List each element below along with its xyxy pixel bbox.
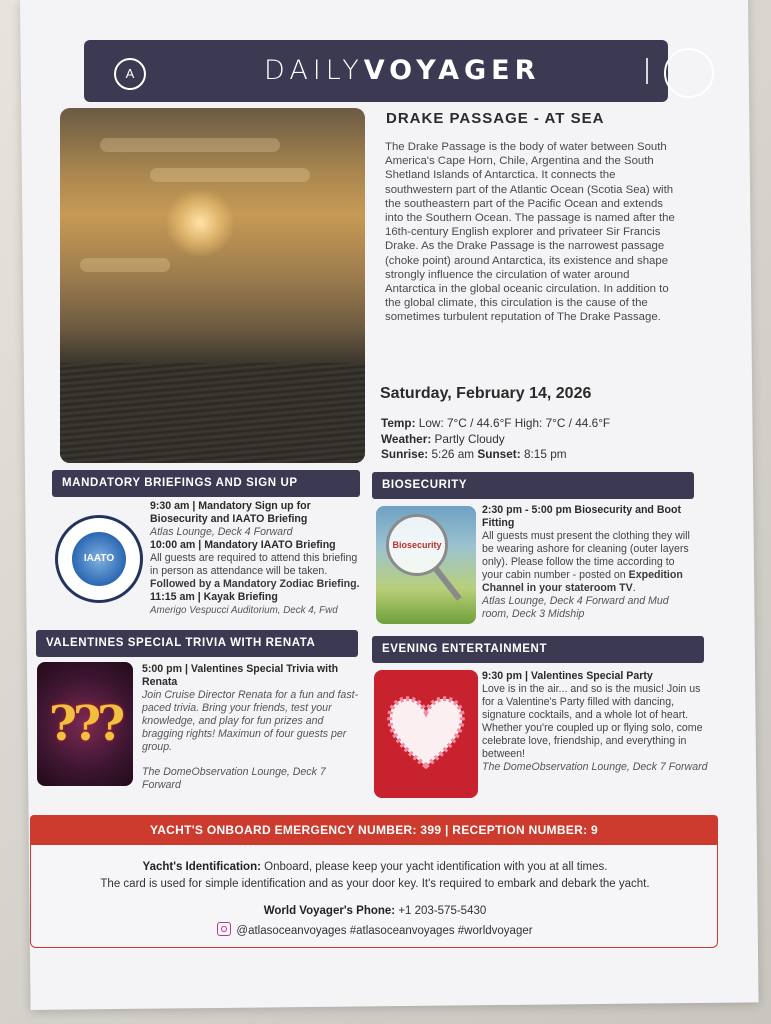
heart-icon <box>374 670 478 798</box>
page-headline: DRAKE PASSAGE - AT SEA <box>386 110 605 127</box>
iaato-logo-icon: IAATO <box>55 515 143 603</box>
date-heading: Saturday, February 14, 2026 <box>380 385 592 402</box>
briefings-events: 9:30 am | Mandatory Sign up for Biosecurity and IAATO Briefing Atlas Lounge, Deck 4 Forward 10:00 am | Mandatory IAATO Briefing All guests are required to attend this briefing in person as attendance will be taken. Followed by a Mandatory Zodiac Briefing. 11:15 am | Kayak Briefing Amerigo Vespucci Auditorium, Deck 4, Fwd <box>150 500 360 616</box>
masthead-divider <box>646 58 648 84</box>
phone-line: World Voyager's Phone: +1 203-575-5430 <box>263 905 487 917</box>
yacht-id-line: Yacht's Identification: Onboard, please keep your yacht identification with you at all times. <box>142 861 608 873</box>
yacht-id-line-2: The card is used for simple identification and as your door key. It's required to embark and debark the yacht. <box>100 878 650 890</box>
masthead-title: DAILYVOYAGER <box>264 55 541 86</box>
polar-expeditions-logo-icon <box>664 48 714 98</box>
biosecurity-event: 2:30 pm - 5:00 pm Biosecurity and Boot Fitting All guests must present the clothing they will be wearing ashore for cleaning (outer layers only). Please follow the time according to your cabin number - posted on Expedition Channel in your stateroom TV. Atlas Lounge, Deck 4 Forward and Mud room, Deck 3 Midship <box>482 504 690 620</box>
magnifier-biosecurity-icon: Biosecurity <box>376 506 476 624</box>
weather-block: Temp: Low: 7°C / 44.6°F High: 7°C / 44.6°F Weather: Partly Cloudy Sunrise: 5:26 am Sunset: 8:15 pm <box>381 416 611 461</box>
sunset-sea-photo <box>60 108 365 463</box>
trivia-header: VALENTINES SPECIAL TRIVIA WITH RENATA <box>36 630 358 657</box>
footer-info <box>30 845 718 948</box>
briefings-header: MANDATORY BRIEFINGS AND SIGN UP <box>52 470 360 497</box>
evening-event: 9:30 pm | Valentines Special Party Love is in the air... and so is the music! Join us for a Valentine's Party filled with dancing, signature cocktails, and a whole lot of heart. Whether you're coupled up or flying solo, come celebrate love, friendship, and everything in between! The DomeObservation Lounge, Deck 7 Forward <box>482 670 708 773</box>
instagram-icon <box>217 922 231 936</box>
biosecurity-header: BIOSECURITY <box>372 472 694 499</box>
atlas-logo-icon: A <box>114 58 146 90</box>
evening-header: EVENING ENTERTAINMENT <box>372 636 704 663</box>
intro-paragraph: The Drake Passage is the body of water between South America's Cape Horn, Chile, Argentina and the South Shetland Islands of Antarctica. It connects the southwestern part of the Atlantic Ocean (Scotia Sea) with the southeastern part of the Pacific Ocean and extends into the Southern Ocean. The passage is named after the 16th-century English explorer and privateer Sir Francis Drake. As the Drake Passage is the narrowest passage (choke point) around Antarctica, its existence and shape strongly influence the circulation of water around Antarctica in the global oceanic circulation. In addition to the global climate, this circulation is the cause of the sometimes turbulent reputation of The Drake Passage. <box>385 141 675 324</box>
trivia-event: 5:00 pm | Valentines Special Trivia with Renata Join Cruise Director Renata for a fun and fast-paced trivia. Bring your friends, test your knowledge, and play for fun prizes and bragging rights! Maximun of four guests per group. The DomeObservation Lounge, Deck 7 Forward <box>142 663 359 791</box>
emergency-banner: YACHT'S ONBOARD EMERGENCY NUMBER: 399 | RECEPTION NUMBER: 9 <box>30 815 718 845</box>
social-line: @atlasoceanvoyages #atlasoceanvoyages #worldvoyager <box>31 922 719 937</box>
masthead <box>84 40 668 102</box>
question-marks-icon: ??? <box>37 662 133 786</box>
